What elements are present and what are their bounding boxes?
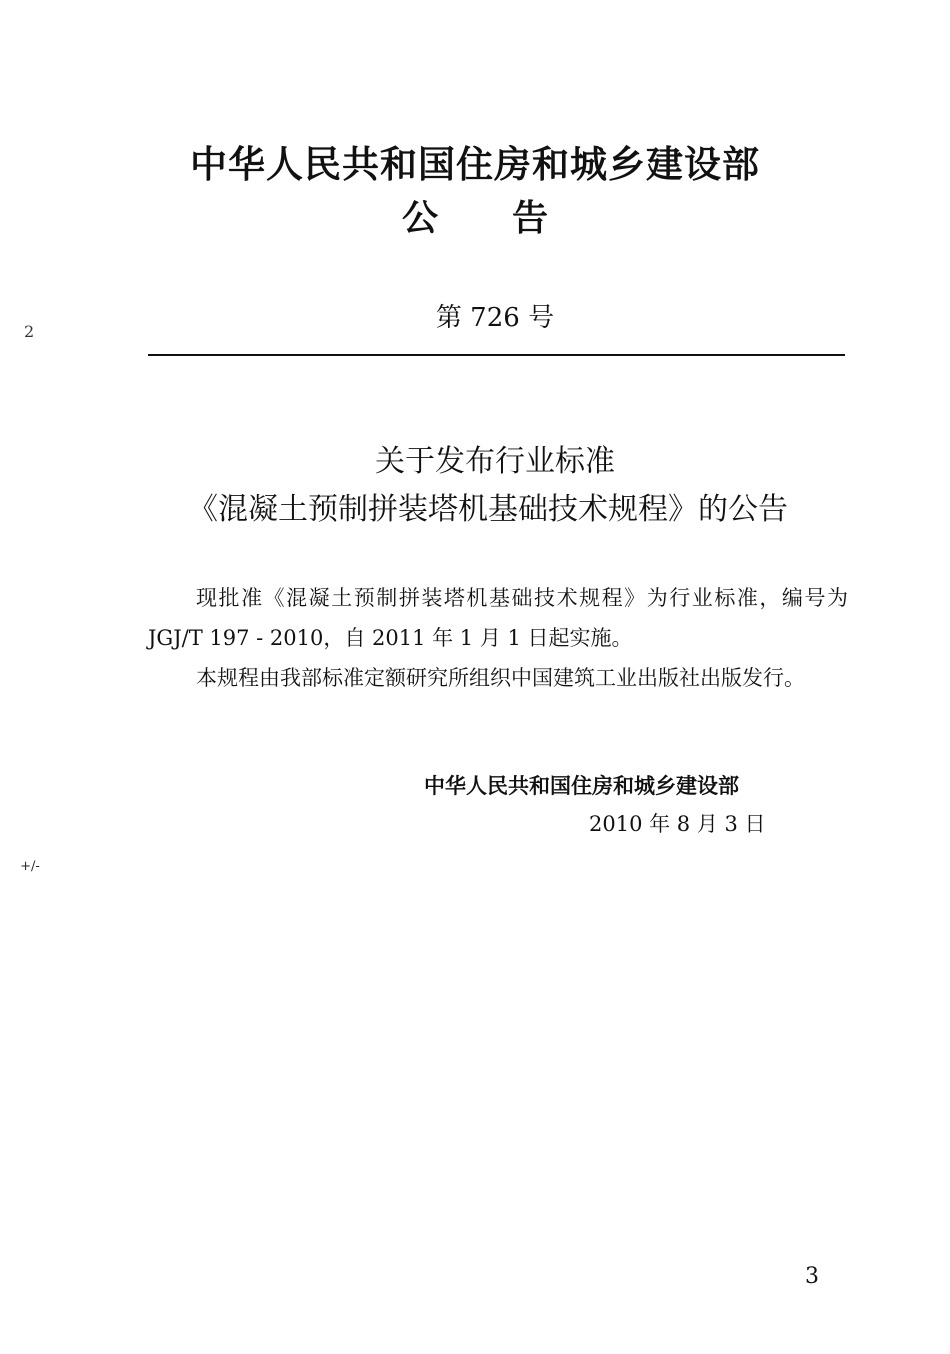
- subject-title-line-1: 关于发布行业标准: [375, 444, 615, 479]
- header-divider: [148, 354, 845, 356]
- margin-mark-side: +/-: [20, 859, 40, 874]
- page-number: 3: [805, 1264, 819, 1289]
- margin-mark-top: 2: [24, 322, 35, 341]
- body-paragraph-1: 现批准《混凝土预制拼装塔机基础技术规程》为行业标准，编号为 JGJ/T 197 - 2010，自 2011 年 1 月 1 日起实施。: [148, 586, 848, 650]
- signature-issuer: 中华人民共和国住房和城乡建设部: [424, 774, 739, 798]
- document-number: 第 726 号: [435, 303, 555, 333]
- issuer-header: 中华人民共和国住房和城乡建设部: [190, 143, 760, 186]
- body-paragraph-2: 本规程由我部标准定额研究所组织中国建筑工业出版社出版发行。: [196, 666, 805, 690]
- signature-date: 2010 年 8 月 3 日: [589, 812, 766, 836]
- notice-heading: 公告: [401, 198, 622, 239]
- subject-title-line-2: 《混凝土预制拼装塔机基础技术规程》的公告: [188, 492, 788, 527]
- notice-body: [148, 578, 848, 698]
